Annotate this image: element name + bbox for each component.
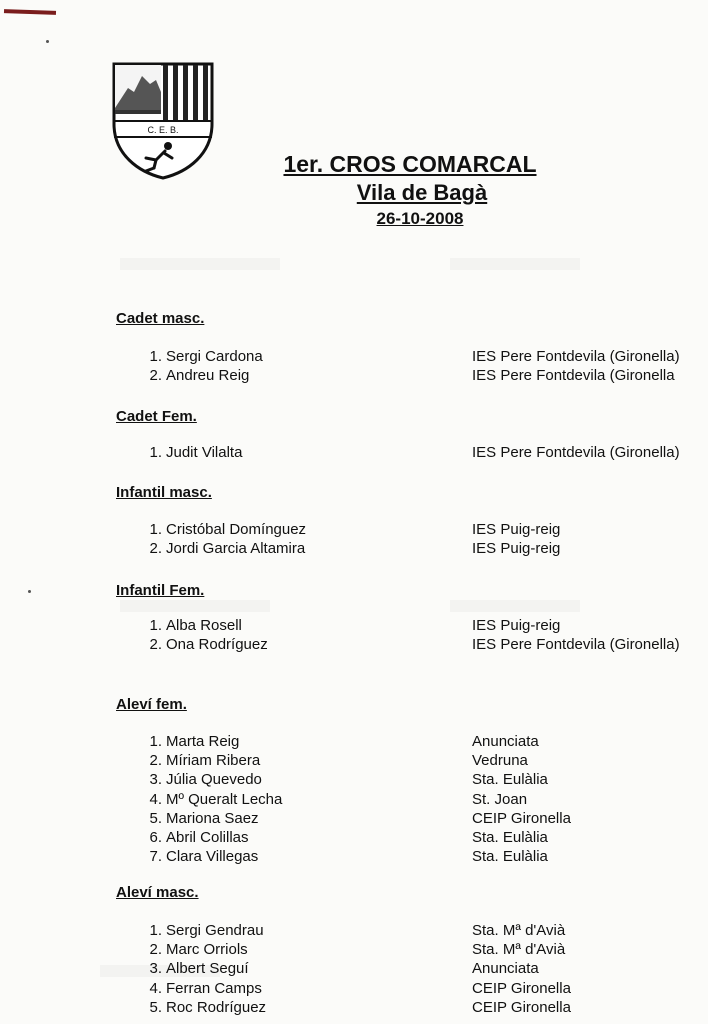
result-row <box>140 521 708 540</box>
athlete-name: Jordi Garcia Altamira <box>166 540 306 558</box>
result-rank: 2. <box>149 752 162 770</box>
athlete-name: Clara Villegas <box>166 848 259 866</box>
result-row <box>140 367 708 386</box>
bleed-through-line <box>450 258 580 270</box>
event-venue: Vila de Bagà <box>356 180 488 205</box>
result-row <box>140 348 708 367</box>
athlete-name: Albert Seguí <box>166 960 249 978</box>
category-heading: Aleví masc. <box>116 884 199 901</box>
athlete-name: Roc Rodríguez <box>166 998 267 1016</box>
result-rank: 2. <box>149 636 162 654</box>
result-rank: 3. <box>149 960 162 978</box>
school-name: CEIP Gironella <box>472 809 571 827</box>
result-rank: 7. <box>149 848 162 866</box>
school-name: Sta. Eulàlia <box>472 829 548 846</box>
result-rank: 2. <box>149 941 162 959</box>
result-rank: 3. <box>149 771 162 789</box>
result-row <box>140 752 708 771</box>
result-row <box>140 922 708 941</box>
athlete-name: Marta Reig <box>166 733 240 750</box>
result-rank: 2. <box>149 540 162 558</box>
athlete-name: Judit Vilalta <box>166 444 243 461</box>
athlete-name: Míriam Ribera <box>166 752 261 770</box>
result-row <box>140 733 708 752</box>
result-row <box>140 941 708 960</box>
school-name: IES Puig-reig <box>472 540 561 558</box>
category-heading: Cadet masc. <box>116 310 205 327</box>
result-row <box>140 848 708 867</box>
result-row <box>140 829 708 848</box>
result-row <box>140 444 708 463</box>
result-row <box>140 617 708 636</box>
result-rank: 5. <box>149 998 162 1016</box>
result-row <box>140 791 708 810</box>
school-name: Anunciata <box>472 733 539 750</box>
result-row <box>140 771 708 790</box>
result-row <box>140 960 708 979</box>
school-name: CEIP Gironella <box>472 979 571 997</box>
athlete-name: Andreu Reig <box>166 367 250 385</box>
result-rank: 5. <box>149 809 162 827</box>
category-heading: Cadet Fem. <box>116 408 197 425</box>
school-name: IES Puig-reig <box>472 617 561 634</box>
bleed-through-line <box>120 600 270 612</box>
result-row <box>140 636 708 655</box>
shield-lettering: C. E. B. <box>147 125 179 135</box>
athlete-name: Mariona Saez <box>166 809 259 827</box>
result-rank: 4. <box>149 979 162 997</box>
category-heading: Aleví fem. <box>116 696 187 713</box>
result-row <box>140 540 708 559</box>
school-name: IES Pere Fontdevila (Gironella) <box>472 444 680 461</box>
school-name: Anunciata <box>472 960 539 978</box>
result-rank: 1. <box>149 444 162 461</box>
category-heading: Infantil Fem. <box>116 582 205 599</box>
bleed-through-line <box>120 258 280 270</box>
result-rank: 2. <box>149 367 162 385</box>
athlete-name: Sergi Gendrau <box>166 922 264 939</box>
athlete-name: Alba Rosell <box>166 617 242 634</box>
athlete-name: Cristóbal Domínguez <box>166 521 307 538</box>
athlete-name: Mº Queralt Lecha <box>166 790 283 808</box>
school-name: IES Puig-reig <box>472 521 561 538</box>
result-row <box>140 810 708 829</box>
category-heading: Infantil masc. <box>116 484 212 501</box>
result-rank: 1. <box>149 348 162 365</box>
school-name: Sta. Eulàlia <box>472 771 548 789</box>
athlete-name: Ona Rodríguez <box>166 636 268 654</box>
paper-speck <box>46 40 49 43</box>
club-shield-logo <box>112 62 214 180</box>
corner-pen-mark <box>4 9 56 15</box>
school-name: IES Pere Fontdevila (Gironella) <box>472 348 680 365</box>
school-name: Sta. Eulàlia <box>472 848 548 866</box>
event-date: 26-10-2008 <box>376 209 464 228</box>
athlete-name: Sergi Cardona <box>166 348 263 365</box>
bleed-through-line <box>450 600 580 612</box>
athlete-name: Marc Orriols <box>166 941 248 959</box>
school-name: Sta. Mª d'Avià <box>472 941 566 959</box>
result-rank: 1. <box>149 733 162 750</box>
paper-speck <box>28 590 31 593</box>
result-rank: 6. <box>149 829 162 846</box>
athlete-name: Abril Colillas <box>166 829 249 846</box>
school-name: Sta. Mª d'Avià <box>472 922 566 939</box>
school-name: IES Pere Fontdevila (Gironella) <box>472 636 680 654</box>
result-rank: 1. <box>149 617 162 634</box>
result-row <box>140 980 708 999</box>
result-rank: 1. <box>149 922 162 939</box>
result-rank: 4. <box>149 790 162 808</box>
school-name: CEIP Gironella <box>472 998 571 1016</box>
event-title: 1er. CROS COMARCAL <box>283 151 537 177</box>
school-name: IES Pere Fontdevila (Gironella <box>472 367 675 385</box>
document-header <box>200 150 620 231</box>
school-name: St. Joan <box>472 790 528 808</box>
school-name: Vedruna <box>472 752 528 770</box>
athlete-name: Júlia Quevedo <box>166 771 262 789</box>
athlete-name: Ferran Camps <box>166 979 262 997</box>
result-row <box>140 999 708 1018</box>
result-rank: 1. <box>149 521 162 538</box>
